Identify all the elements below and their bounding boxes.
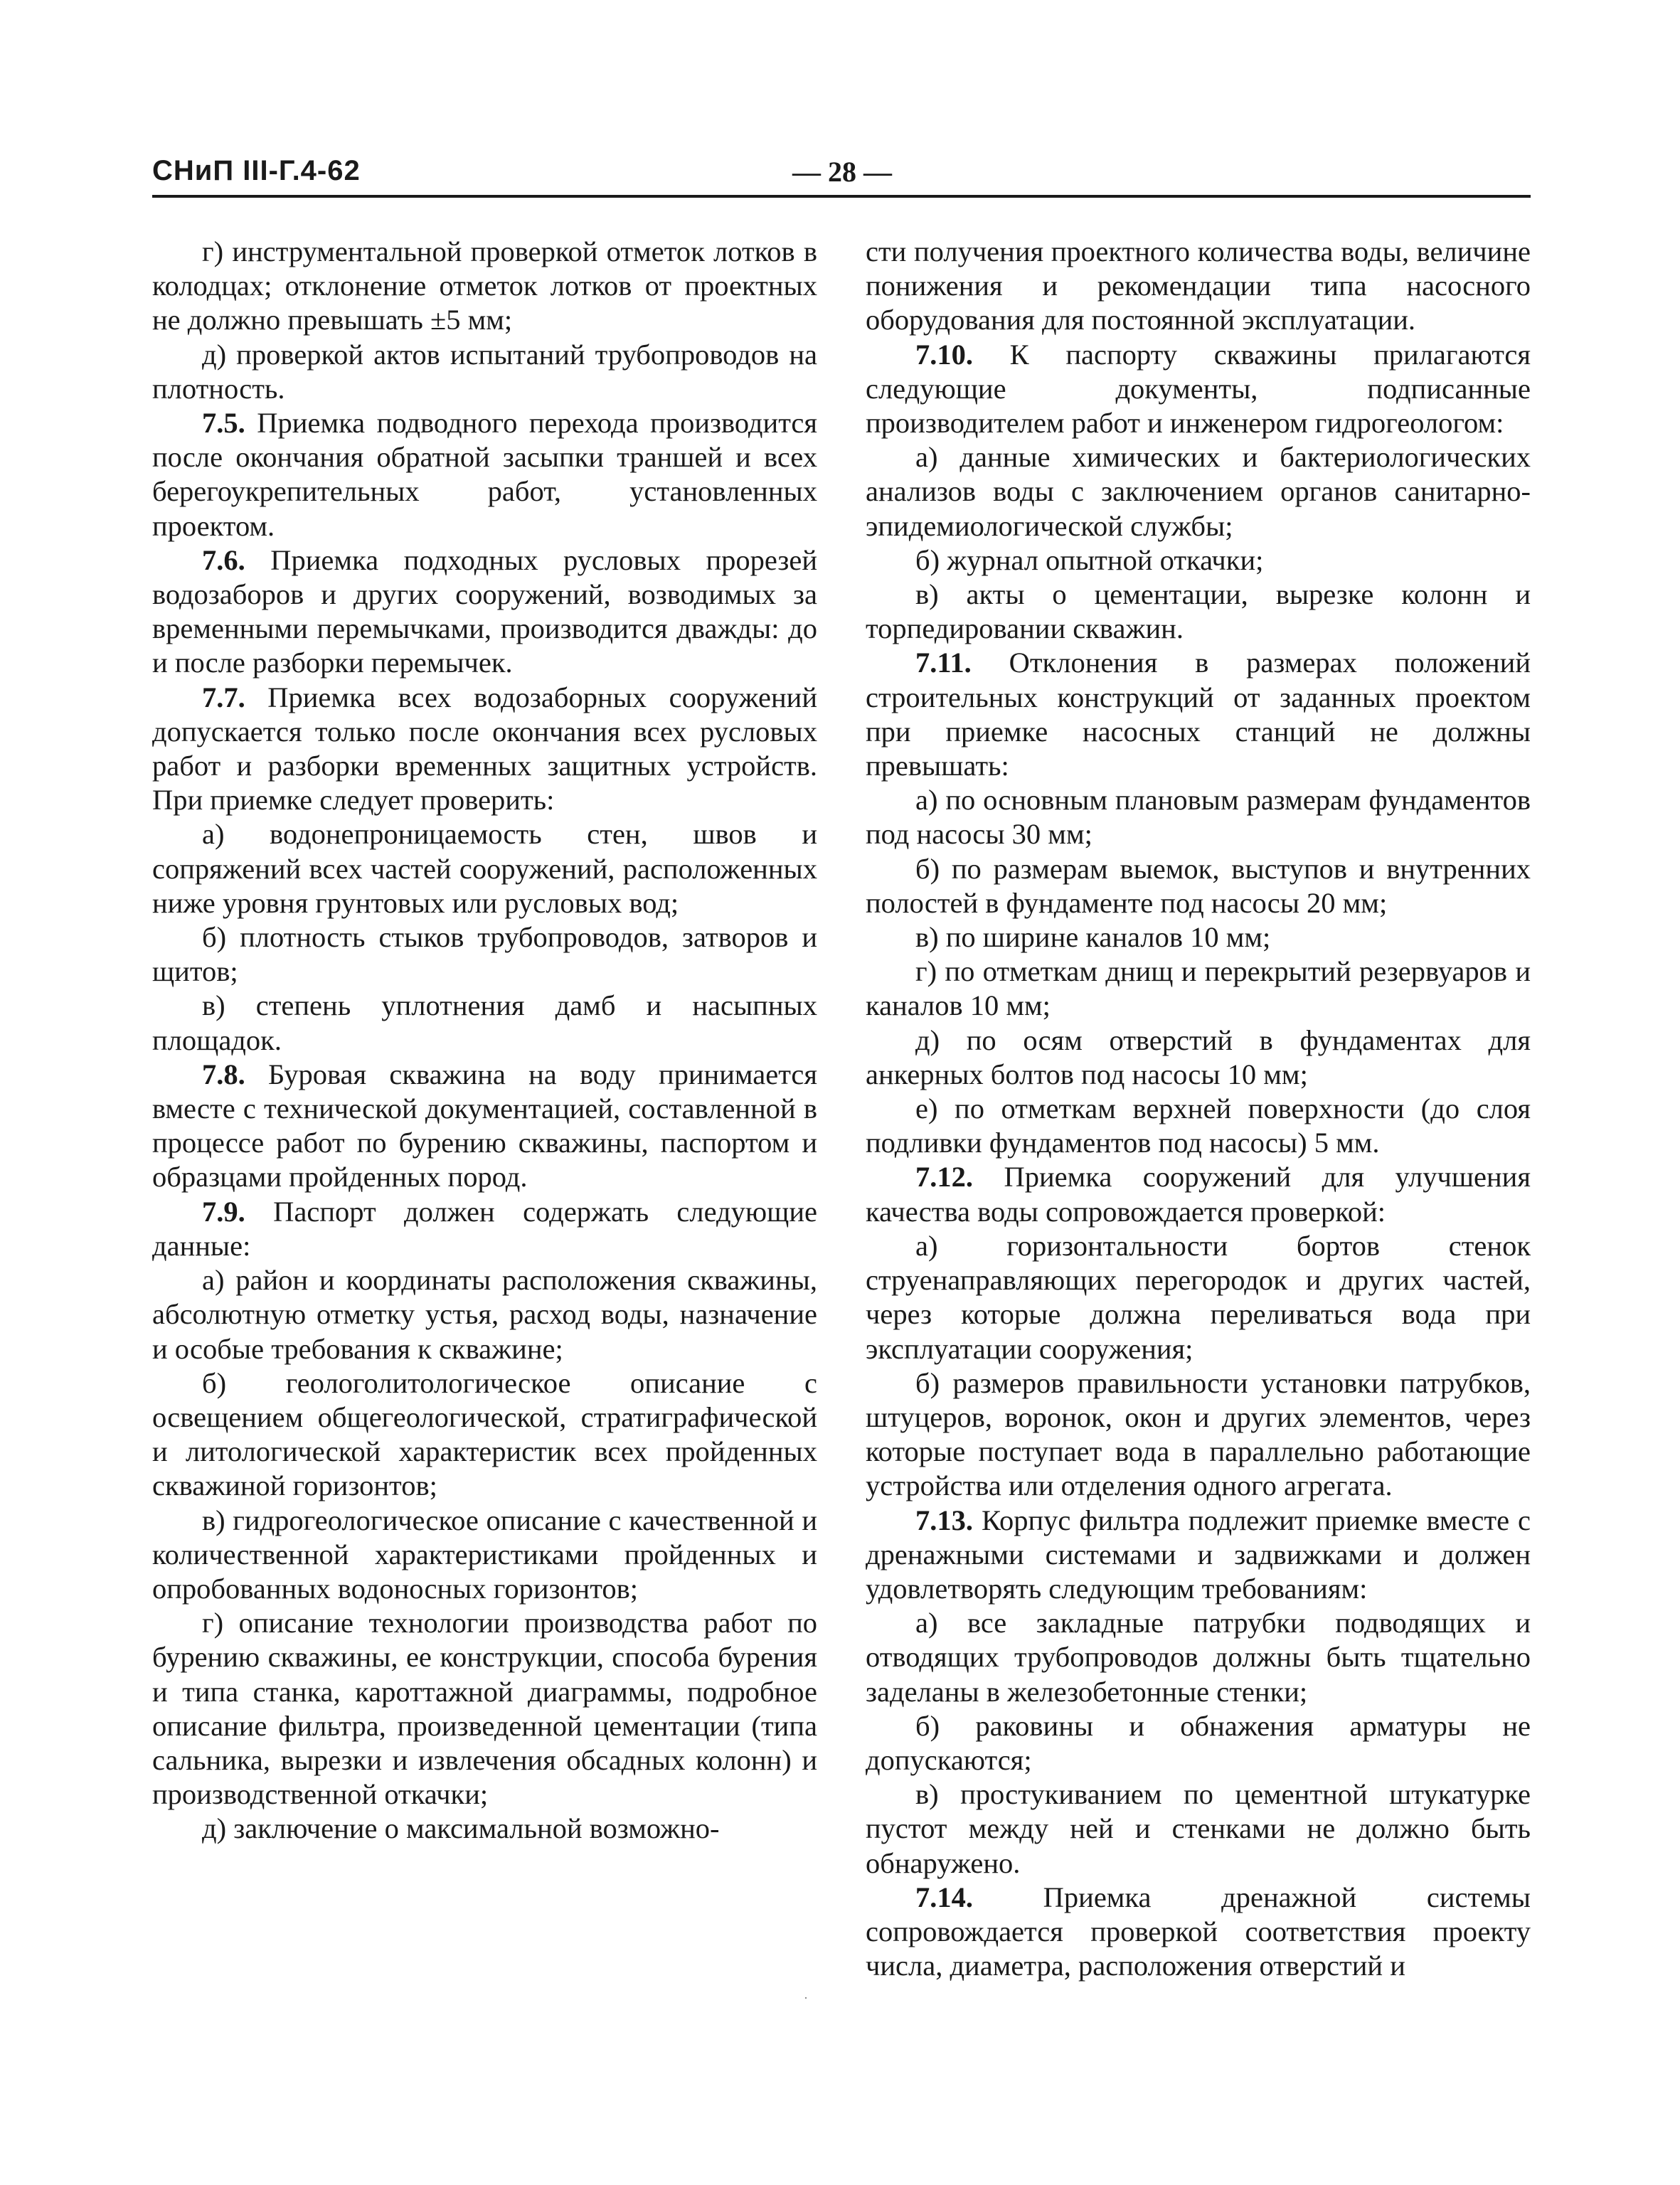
section-number: 7.11. xyxy=(915,647,972,679)
list-item xyxy=(866,920,1531,955)
document-code: СНиП III-Г.4-62 xyxy=(152,155,361,186)
section-paragraph xyxy=(866,1881,1531,1984)
paragraph-text: в) степень уплотнения дамб и насыпных площадок. xyxy=(152,989,817,1056)
paragraph-text: Корпус фильтра подлежит приемке вместе с дренажными системами и задвижками и должен удовлетворять следующим требованиям: xyxy=(866,1504,1531,1605)
section-paragraph xyxy=(866,1504,1531,1607)
section-number: 7.9. xyxy=(202,1195,245,1228)
paragraph-text: а) данные химических и бактериологических анализов воды с заключением органов санитарно-эпидемиологической службы; xyxy=(866,441,1531,542)
paragraph-text: г) описание технологии производства работ по бурению скважины, ее конструкции, способа бурения и типа станка, кароттажной диаграммы, подробное описание фильтра, произведенной цементации (типа сальника, вырезки и извлечения обсадных колонн) и производственной откачки; xyxy=(152,1607,817,1811)
list-item xyxy=(866,1709,1531,1777)
list-item xyxy=(152,920,817,989)
section-paragraph xyxy=(152,406,817,543)
list-item xyxy=(152,338,817,406)
section-number: 7.13. xyxy=(915,1504,973,1536)
paragraph-text: Приемка подводного перехода производится после окончания обратной засыпки траншей и всех берегоукрепительных работ, установленных проектом. xyxy=(152,407,817,542)
list-item xyxy=(152,1504,817,1607)
list-item xyxy=(152,1366,817,1504)
list-item xyxy=(866,440,1531,543)
list-item xyxy=(866,1229,1531,1366)
paragraph-text: в) простукиванием по цементной штукатурке пустот между ней и стенками не должно быть обнаружено. xyxy=(866,1778,1531,1879)
paragraph-text: а) по основным плановым размерам фундаментов под насосы 30 мм; xyxy=(866,784,1531,851)
list-item xyxy=(866,543,1531,578)
list-item xyxy=(866,852,1531,920)
paragraph-text: сти получения проектного количества воды, величине понижения и рекомендации типа насосного оборудования для постоянной эксплуатации. xyxy=(866,235,1531,336)
section-paragraph xyxy=(866,338,1531,441)
section-paragraph xyxy=(866,646,1531,783)
paragraph-text: б) по размерам выемок, выступов и внутренних полостей в фундаменте под насосы 20 мм; xyxy=(866,852,1531,919)
section-paragraph xyxy=(152,1058,817,1195)
header-rule xyxy=(152,195,1531,198)
paragraph-text: а) горизонтальности бортов стенок струенаправляющих перегородок и других частей, через которые должна переливаться вода при эксплуатации сооружения; xyxy=(866,1229,1531,1365)
paragraph-text: а) район и координаты расположения скважины, абсолютную отметку устья, расход воды, назначение и особые требования к скважине; xyxy=(152,1264,817,1365)
page-header xyxy=(152,149,1531,199)
paragraph-text: б) раковины и обнажения арматуры не допускаются; xyxy=(866,1709,1531,1776)
list-item xyxy=(866,1366,1531,1504)
paragraph-text: б) плотность стыков трубопроводов, затворов и щитов; xyxy=(152,921,817,988)
section-number: 7.10. xyxy=(915,338,973,371)
paragraph-text: б) геологолитологическое описание с освещением общегеологической, стратиграфической и литологической характеристик всех пройденных скважиной горизонтов; xyxy=(152,1366,817,1502)
paragraph-text: г) по отметкам днищ и перекрытий резервуаров и каналов 10 мм; xyxy=(866,955,1531,1022)
section-paragraph xyxy=(152,681,817,818)
section-paragraph xyxy=(866,1160,1531,1228)
list-item xyxy=(152,1812,817,1846)
paragraph-text: а) все закладные патрубки подводящих и отводящих трубопроводов должны быть тщательно заделаны в железобетонные стенки; xyxy=(866,1607,1531,1708)
paragraph-text: д) заключение о максимальной возможно- xyxy=(202,1812,720,1845)
section-number: 7.12. xyxy=(915,1161,973,1193)
paragraph-text: д) проверкой актов испытаний трубопроводов на плотность. xyxy=(152,338,817,405)
paragraph-text: д) по осям отверстий в фундаментах для анкерных болтов под насосы 10 мм; xyxy=(866,1024,1531,1090)
scan-speck xyxy=(805,1997,807,1999)
section-number: 7.7. xyxy=(202,681,245,713)
list-item xyxy=(866,783,1531,851)
list-item xyxy=(866,1092,1531,1160)
list-item xyxy=(866,1777,1531,1881)
page-number: — 28 — xyxy=(792,156,892,188)
paragraph-text: б) журнал опытной откачки; xyxy=(915,543,1264,576)
paragraph-text: Отклонения в размерах положений строительных конструкций от заданных проектом при приемке насосных станций не должны превышать: xyxy=(866,647,1531,782)
list-item xyxy=(152,989,817,1057)
paragraph-text: е) по отметкам верхней поверхности (до слоя подливки фундаментов под насосы) 5 мм. xyxy=(866,1092,1531,1159)
list-item xyxy=(866,955,1531,1023)
list-item xyxy=(866,235,1531,338)
list-item xyxy=(152,1606,817,1812)
paragraph-text: в) гидрогеологическое описание с качественной и количественной характеристиками пройденных и опробованных водоносных горизонтов; xyxy=(152,1504,817,1605)
paragraph-text: в) акты о цементации, вырезке колонн и торпедировании скважин. xyxy=(866,578,1531,645)
left-column xyxy=(152,235,817,1846)
list-item xyxy=(152,817,817,920)
section-number: 7.8. xyxy=(202,1058,245,1090)
section-paragraph xyxy=(152,1195,817,1263)
list-item xyxy=(866,578,1531,646)
paragraph-text: а) водонепроницаемость стен, швов и сопряжений всех частей сооружений, расположенных ниже уровня грунтовых или русловых вод; xyxy=(152,818,817,919)
paragraph-text: Приемка дренажной системы сопровождается проверкой соответствия проекту числа, диаметра, расположения отверстий и xyxy=(866,1881,1531,1982)
paragraph-text: г) инструментальной проверкой отметок лотков в колодцах; отклонение отметок лотков от проектных не должно превышать ±5 мм; xyxy=(152,235,817,336)
paragraph-text: Паспорт должен содержать следующие данные: xyxy=(152,1195,818,1262)
paragraph-text: Приемка сооружений для улучшения качества воды сопровождается проверкой: xyxy=(866,1161,1531,1228)
paragraph-text: К паспорту скважины прилагаются следующие документы, подписанные производителем работ и инженером гидрогеологом: xyxy=(866,338,1531,440)
list-item xyxy=(152,1263,817,1366)
paragraph-text: Приемка подходных русловых прорезей водозаборов и других сооружений, возводимых за временными перемычками, производится дважды: до и после разборки перемычек. xyxy=(152,543,817,679)
paragraph-text: б) размеров правильности установки патрубков, штуцеров, воронок, окон и других элементов, через которые поступает вода в параллельно работающие устройства или отделения одного агрегата. xyxy=(866,1366,1531,1502)
section-number: 7.6. xyxy=(202,543,245,576)
paragraph-text: в) по ширине каналов 10 мм; xyxy=(915,921,1271,954)
paragraph-text: Приемка всех водозаборных сооружений допускается только после окончания всех русловых работ и разборки временных защитных устройств. При приемке следует проверить: xyxy=(152,681,818,817)
section-paragraph xyxy=(152,543,817,681)
section-number: 7.14. xyxy=(915,1881,973,1913)
list-item xyxy=(152,235,817,338)
section-number: 7.5. xyxy=(202,407,245,440)
list-item xyxy=(866,1024,1531,1092)
right-column xyxy=(866,235,1531,1983)
list-item xyxy=(866,1606,1531,1709)
paragraph-text: Буровая скважина на воду принимается вместе с технической документацией, составленной в процессе работ по бурению скважины, паспортом и образцами пройденных пород. xyxy=(152,1058,818,1193)
